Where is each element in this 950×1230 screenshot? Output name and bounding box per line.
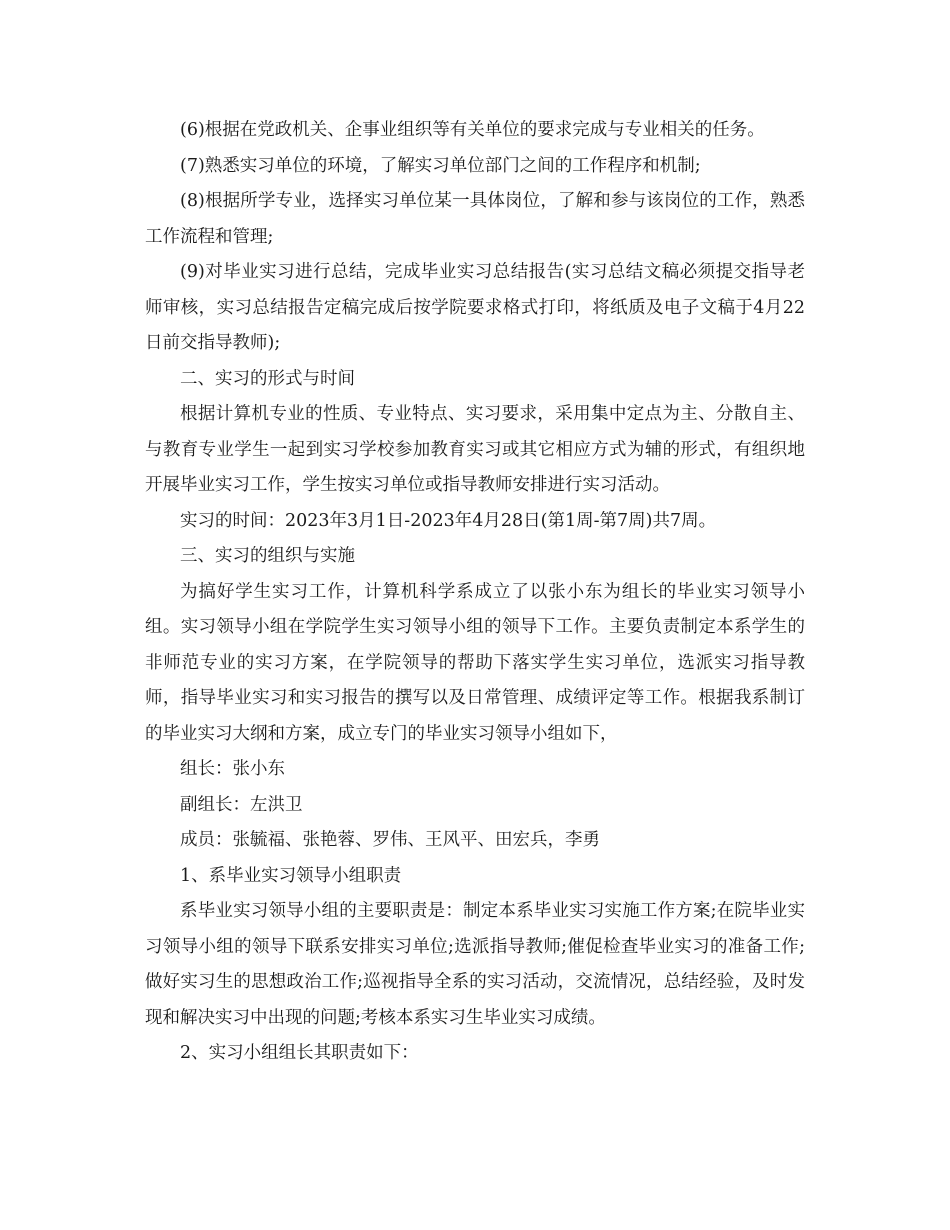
paragraph-group-leader: 组长：张小东 xyxy=(180,759,285,779)
section-heading-form-and-time: 二、实习的形式与时间 xyxy=(180,368,355,389)
subheading-leader-duties: 2、实习小组组长其职责如下： xyxy=(180,1043,419,1063)
subheading-group-duties: 1、系毕业实习领导小组职责 xyxy=(180,865,402,886)
document-body xyxy=(145,113,805,1072)
paragraph-members: 成员：张毓福、张艳蓉、罗伟、王风平、田宏兵，李勇 xyxy=(180,830,600,850)
paragraph-organization: 为搞好学生实习工作，计算机科学系成立了以张小东为组长的毕业实习领导小组。实习领导小组在学院学生实习领导小组的领导下工作。主要负责制定本系学生的非师范专业的实习方案，在学院领导的帮助下落实学生实习单位，选派实习指导教师，指导毕业实习和实习报告的撰写以及日常管理、成绩评定等工作。根据我系制订的毕业实习大纲和方案，成立专门的毕业实习领导小组如下， xyxy=(145,581,805,744)
paragraph-internship-form: 根据计算机专业的性质、专业特点、实习要求，采用集中定点为主、分散自主、与教育专业学生一起到实习学校参加教育实习或其它相应方式为辅的形式，有组织地开展毕业实习工作，学生按实习单位或指导教师安排进行实习活动。 xyxy=(145,404,805,495)
paragraph-task-8: (8)根据所学专业，选择实习单位某一具体岗位，了解和参与该岗位的工作，熟悉工作流程和管理; xyxy=(145,191,805,247)
paragraph-internship-time: 实习的时间：2023年3月1日-2023年4月28日(第1周-第7周)共7周。 xyxy=(180,510,717,531)
paragraph-task-6: (6)根据在党政机关、企事业组织等有关单位的要求完成与专业相关的任务。 xyxy=(180,120,765,140)
paragraph-group-duties: 系毕业实习领导小组的主要职责是：制定本系毕业实习实施工作方案;在院毕业实习领导小组的领导下联系安排实习单位;选派指导教师;催促检查毕业实习的准备工作;做好实习生的思想政治工作;巡视指导全系的实习活动，交流情况，总结经验，及时发现和解决实习中出现的问题;考核本系实习生毕业实习成绩。 xyxy=(145,901,805,1028)
section-heading-organization: 三、实习的组织与实施 xyxy=(180,546,355,566)
paragraph-task-9: (9)对毕业实习进行总结，完成毕业实习总结报告(实习总结文稿必须提交指导老师审核，实习总结报告定稿完成后按学院要求格式打印，将纸质及电子文稿于4月22日前交指导教师); xyxy=(145,262,805,353)
paragraph-deputy-leader: 副组长：左洪卫 xyxy=(180,794,303,815)
paragraph-task-7: (7)熟悉实习单位的环境，了解实习单位部门之间的工作程序和机制; xyxy=(180,155,701,176)
